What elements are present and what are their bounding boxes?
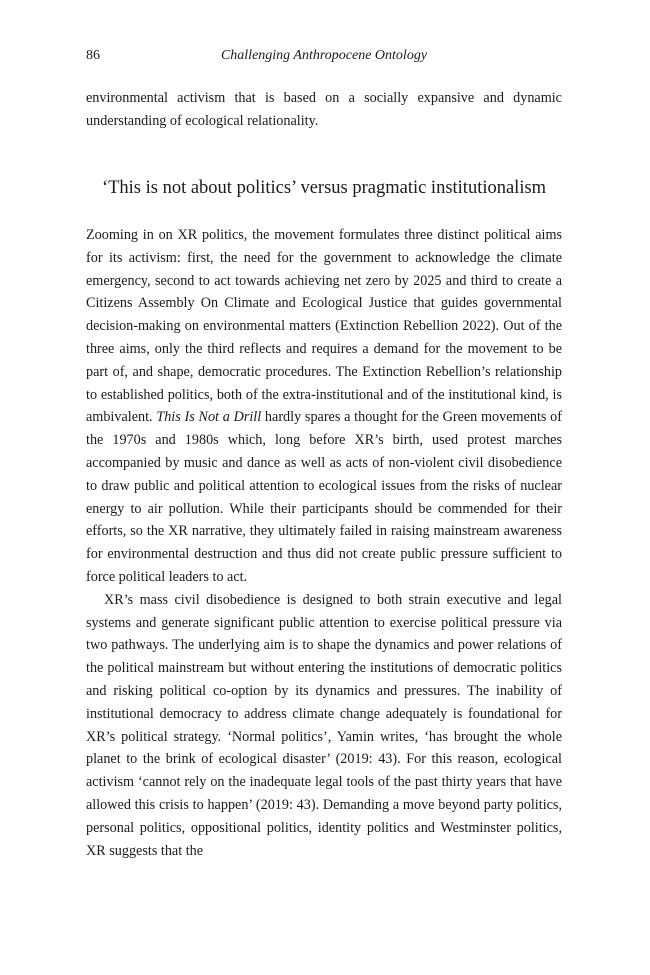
intro-paragraph: environmental activism that is based on a socially expansive and dynamic understanding of ecological relationality. — [86, 90, 562, 129]
paragraph-1-part-2: hardly spares a thought for the Green movements of the 1970s and 1980s which, long before XR’s birth, used protest marches accompanied by music and dance as well as acts of non-violent civil disobedience to draw public and political attention to ecological issues from the risks of nuclear energy to air pollution. While their participants should be commended for their efforts, so the XR narrative, they ultimately failed in raising mainstream awareness for environmental destruction and thus did not create public pressure sufficient to force political leaders to act. — [86, 409, 562, 585]
paragraph-1-part-1: Zooming in on XR politics, the movement formulates three distinct political aims for its activism: first, the need for the government to acknowledge the climate emergency, second to act towards achieving net zero by 2025 and third to create a Citizens Assembly On Climate and Ecological Justice that guides governmental decision-making on environmental matters (Extinction Rebellion 2022). Out of the three aims, only the third reflects and requires a demand for the movement to be part of, and shape, democratic procedures. The Extinction Rebellion’s relationship to established politics, both of the extra-institutional and of the institutional kind, is ambivalent. — [86, 227, 562, 426]
section-heading: ‘This is not about politics’ versus pragmatic institutionalism — [101, 178, 547, 198]
intro-paragraph-block — [86, 87, 562, 133]
book-title: This Is Not a Drill — [156, 409, 262, 426]
paragraph-2: XR’s mass civil disobedience is designed to both strain executive and legal systems and generate significant public attention to exercise political pressure via two pathways. The underlying aim is to shape the dynamics and power relations of the political mainstream but without entering the institutions of democratic politics and risking political co-option by its dynamics and pressures. The inability of institutional democracy to address climate change adequately is foundational for XR’s political strategy. ‘Normal politics’, Yamin writes, ‘has brought the whole planet to the brink of ecological disaster’ (2019: 43). For this reason, ecological activism ‘cannot rely on the inadequate legal tools of the past thirty years that have allowed this crisis to happen’ (2019: 43). Demanding a move beyond party politics, personal politics, oppositional politics, identity politics and Westminster politics, XR suggests that the — [86, 591, 562, 859]
paragraph-1 — [86, 224, 562, 589]
page-number: 86 — [86, 48, 100, 63]
running-head — [86, 46, 562, 66]
main-text — [86, 224, 562, 862]
running-title: Challenging Anthropocene Ontology — [220, 48, 428, 63]
